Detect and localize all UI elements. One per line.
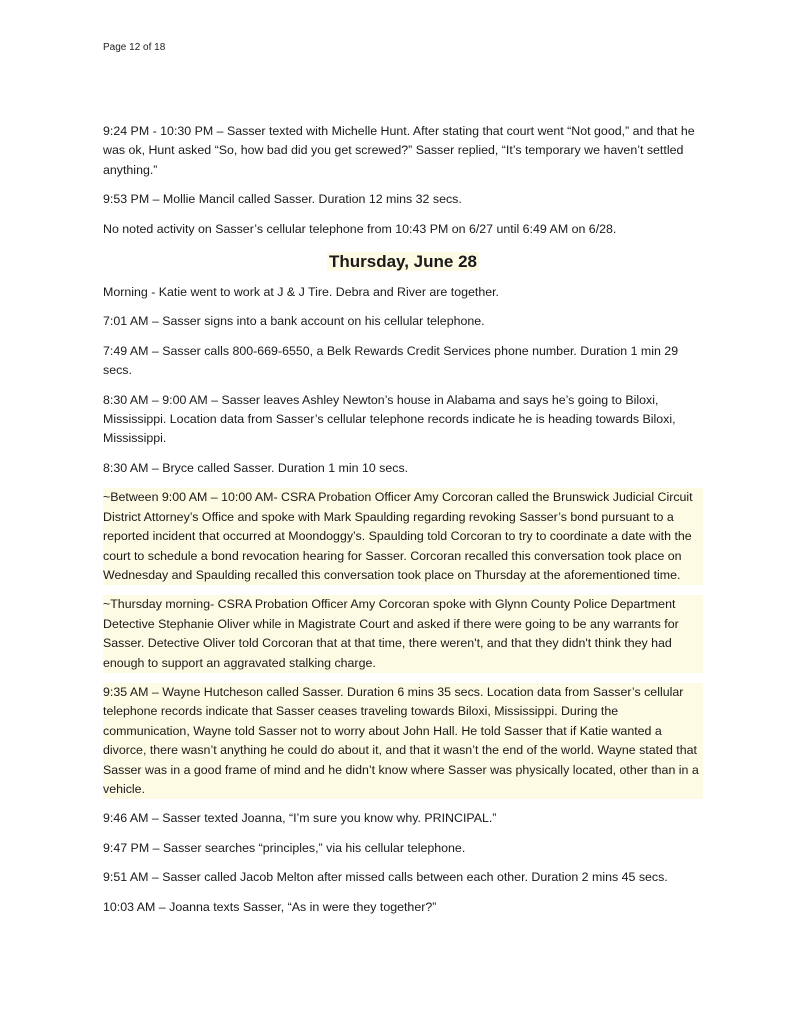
- timeline-entry: 9:53 PM – Mollie Mancil called Sasser. Duration 12 mins 32 secs.: [103, 192, 462, 207]
- highlighted-timeline-entry: ~Thursday morning- CSRA Probation Officer Amy Corcoran spoke with Glynn County Police Department Detective Stephanie Oliver while in Magistrate Court and asked if there were going to be any warrants for Sasser. Detective Oliver told Corcoran that at that time, there weren't, and that they didn't think they had enough to support an aggravated stalking charge.: [103, 595, 703, 673]
- timeline-entry: 7:01 AM – Sasser signs into a bank account on his cellular telephone.: [103, 314, 485, 329]
- timeline-entry: 9:24 PM - 10:30 PM – Sasser texted with Michelle Hunt. After stating that court went “Not good,” and that he was ok, Hunt asked “So, how bad did you get screwed?” Sasser replied, “It’s temporary we haven’t settled anything.”: [103, 124, 695, 177]
- timeline-entry: 10:03 AM – Joanna texts Sasser, “As in were they together?”: [103, 899, 437, 914]
- timeline-entry: 8:30 AM – Bryce called Sasser. Duration 1 min 10 secs.: [103, 460, 409, 475]
- day-heading-text: Thursday, June 28: [328, 252, 477, 272]
- timeline-entry: 9:46 AM – Sasser texted Joanna, “I’m sure you know why. PRINCIPAL.”: [103, 811, 497, 826]
- timeline-entry: 7:49 AM – Sasser calls 800-669-6550, a Belk Rewards Credit Services phone number. Duration 1 min 29 secs.: [103, 343, 679, 378]
- highlighted-timeline-entry: 9:35 AM – Wayne Hutcheson called Sasser. Duration 6 mins 35 secs. Location data from Sasser’s cellular telephone records indicate that Sasser ceases traveling towards Biloxi, Mississippi. During the communication, Wayne told Sasser not to worry about John Hall. He told Sasser that if Katie wanted a divorce, there wasn’t anything he could do about it, and that it wasn’t the end of the world. Wayne stated that Sasser was in a good frame of mind and he didn’t know where Sasser was physically located, other than in a vehicle.: [103, 683, 703, 799]
- highlighted-timeline-entry: ~Between 9:00 AM – 10:00 AM- CSRA Probation Officer Amy Corcoran called the Brunswick Judicial Circuit District Attorney’s Office and spoke with Mark Spaulding regarding revoking Sasser’s bond pursuant to a reported incident that occurred at Moondoggy’s. Spaulding told Corcoran to try to coordinate a date with the court to schedule a bond revocation hearing for Sasser. Corcoran recalled this conversation took place on Wednesday and Spaulding recalled this conversation took place on Thursday at the aforementioned time.: [103, 488, 703, 585]
- page-number: Page 12 of 18: [103, 42, 166, 53]
- timeline-entry: 8:30 AM – 9:00 AM – Sasser leaves Ashley Newton’s house in Alabama and says he’s going to Biloxi, Mississippi. Location data from Sasser’s cellular telephone records indicate he is heading towards Biloxi, Mississippi.: [103, 392, 676, 446]
- timeline-entry: No noted activity on Sasser’s cellular telephone from 10:43 PM on 6/27 until 6:49 AM on 6/28.: [103, 221, 617, 236]
- day-heading: [103, 249, 703, 275]
- document-body: [103, 122, 703, 927]
- timeline-entry: Morning - Katie went to work at J & J Tire. Debra and River are together.: [103, 285, 499, 300]
- timeline-entry: 9:47 PM – Sasser searches “principles,” via his cellular telephone.: [103, 840, 466, 855]
- timeline-entry: 9:51 AM – Sasser called Jacob Melton after missed calls between each other. Duration 2 mins 45 secs.: [103, 870, 668, 885]
